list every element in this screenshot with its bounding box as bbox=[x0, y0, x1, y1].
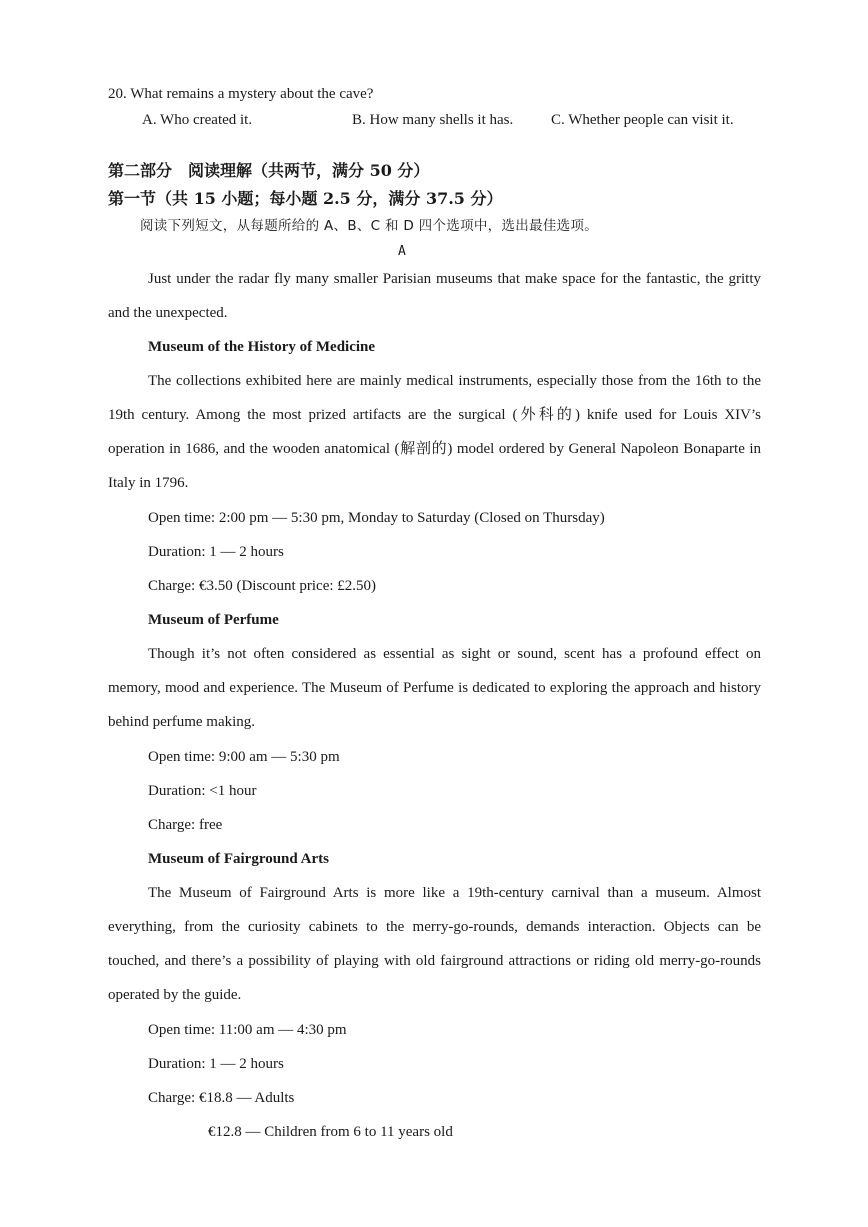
museum-description-perfume: Though it’s not often considered as essential as sight or sound, scent has a profound effect on memory, mood and experience. The Museum of Perfume is dedicated to exploring the approach and history behind perfume making. bbox=[108, 646, 761, 730]
part-2-heading: 第二部分 阅读理解（共两节，满分 50 分） bbox=[108, 161, 430, 180]
question-20-option-a[interactable]: A. Who created it. bbox=[142, 112, 253, 128]
museum-heading-perfume: Museum of Perfume bbox=[148, 612, 279, 628]
museum-open-time-perfume: Open time: 9:00 am — 5:30 pm bbox=[148, 749, 340, 765]
museum-charge-fairground-adults: Charge: €18.8 — Adults bbox=[148, 1090, 295, 1106]
museum-duration-perfume: Duration: <1 hour bbox=[148, 783, 257, 799]
museum-duration-fairground: Duration: 1 — 2 hours bbox=[148, 1056, 284, 1072]
museum-open-time-medicine: Open time: 2:00 pm — 5:30 pm, Monday to Saturday (Closed on Thursday) bbox=[148, 510, 605, 526]
museum-heading-medicine: Museum of the History of Medicine bbox=[148, 339, 376, 355]
museum-open-time-fairground: Open time: 11:00 am — 4:30 pm bbox=[148, 1022, 347, 1038]
museum-heading-fairground: Museum of Fairground Arts bbox=[148, 851, 329, 867]
passage-intro: Just under the radar fly many smaller Parisian museums that make space for the fantastic, the gritty and the unexpected. bbox=[108, 271, 761, 321]
museum-charge-fairground-children: €12.8 — Children from 6 to 11 years old bbox=[208, 1124, 453, 1140]
passage-letter: A bbox=[398, 244, 406, 259]
question-20-stem: 20. What remains a mystery about the cave? bbox=[108, 86, 374, 102]
museum-charge-perfume: Charge: free bbox=[148, 817, 223, 833]
question-20-option-c[interactable]: C. Whether people can visit it. bbox=[551, 112, 734, 128]
question-20-option-b[interactable]: B. How many shells it has. bbox=[352, 112, 514, 128]
museum-duration-medicine: Duration: 1 — 2 hours bbox=[148, 544, 284, 560]
section-1-heading: 第一节（共 15 小题；每小题 2.5 分，满分 37.5 分） bbox=[108, 189, 503, 208]
museum-description-medicine: The collections exhibited here are mainly medical instruments, especially those from the 16th to the 19th century. Among the most prized artifacts are the surgical (外科的) knife used for Louis XIV’s operation in 1686, and the wooden anatomical (解剖的) model ordered by General Napoleon Bonaparte in Italy in 1796. bbox=[108, 373, 761, 491]
museum-charge-medicine: Charge: €3.50 (Discount price: £2.50) bbox=[148, 578, 377, 594]
museum-description-fairground: The Museum of Fairground Arts is more like a 19th-century carnival than a museum. Almost everything, from the curiosity cabinets to the merry-go-rounds, demands interaction. Objects can be touched, and there’s a possibility of playing with old fairground attractions or riding old merry-go-rounds operated by the guide. bbox=[108, 885, 761, 1003]
reading-instruction: 阅读下列短文，从每题所给的 A、B、C 和 D 四个选项中，选出最佳选项。 bbox=[140, 218, 599, 234]
